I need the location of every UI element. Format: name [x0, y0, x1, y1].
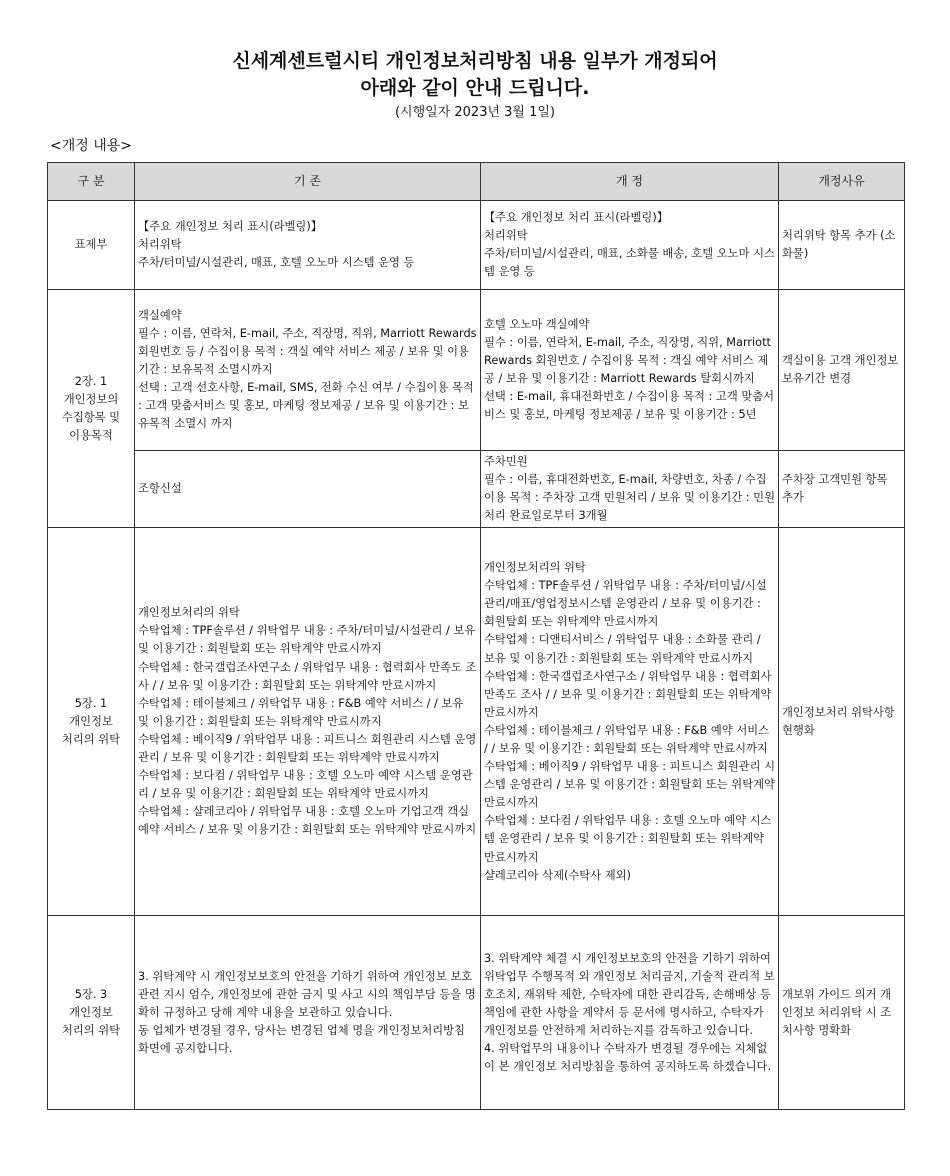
section-label: <개정 내용>: [50, 138, 133, 154]
row-category: 2장. 1 개인정보의 수집항목 및 이용목적: [48, 290, 135, 528]
notice-title: 신세계센트럴시티 개인정보처리방침 내용 일부가 개정되어: [232, 50, 718, 72]
row-before: 【주요 개인정보 처리 표시(라벨링)】 처리위탁 주차/터미널/시설관리, 매표, 호텔 오노마 시스템 운영 등: [135, 201, 481, 290]
revision-table: [47, 162, 905, 1110]
row-before: 개인정보처리의 위탁 수탁업체 : TPF솔루션 / 위탁업무 내용 : 주차/터미널/시설관리 / 보유 및 이용기간 : 회원탈회 또는 위탁계약 만료시까지 수탁업체 : 한국갤럽조사연구소 / 위탁업무 내용 : 협력회사 만족도 조사 / / 보유 및 이용기간 : 회원탈회 또는 위탁계약 만료시까지 수탁업체 : 테이블체크 / 위탁업무 내용 : F&B 예약 서비스 / / 보유 및 이용기간 : 회원탈회 또는 위탁계약 만료시까지 수탁업체 : 베이직9 / 위탁업무 내용 : 피트니스 회원관리 시스템 운영관리 / 보유 및 이용기간 : 회원탈회 또는 위탁계약 만료시까지 수탁업체 : 보다컴 / 위탁업무 내용 : 호텔 오노마 예약 시스템 운영관리 / 보유 및 이용기간 : 회원탈회 또는 위탁계약 만료시까지 수탁업체 : 샬레코리아 / 위탁업무 내용 : 호텔 오노마 기업고객 객실 예약 서비스 / 보유 및 이용기간 : 회원탈회 또는 위탁계약 만료시까지: [135, 528, 481, 916]
table-row: [48, 528, 905, 916]
row-reason: 주차장 고객민원 항목 추가: [779, 451, 905, 528]
header-reason: 개정사유: [779, 163, 905, 201]
row-reason: 개인정보처리 위탁사항 현행화: [779, 528, 905, 916]
row-reason: 객실이용 고객 개인정보 보유기간 변경: [779, 290, 905, 451]
header-before: 기 존: [135, 163, 481, 201]
table-row: [48, 451, 905, 528]
notice-title-line2: 아래와 같이 안내 드립니다.: [360, 77, 590, 99]
row-reason: 처리위탁 항목 추가 (소화물): [779, 201, 905, 290]
row-after: 호텔 오노마 객실예약 필수 : 이름, 연락처, E-mail, 주소, 직장명, 직위, Marriott Rewards 회원번호 / 수집이용 목적 : 객실 예약 서비스 제공 / 보유 및 이용기간 : Marriott Rewards 탈회시까지 선택 : E-mail, 휴대전화번호 / 수집이용 목적 : 고객 맞춤서비스 및 홍보, 마케팅 정보제공 / 보유 및 이용기간 : 5년: [481, 290, 779, 451]
table-row: [48, 290, 905, 451]
row-after: 주차민원 필수 : 이름, 휴대전화번호, E-mail, 차량번호, 차종 / 수집이용 목적 : 주차장 고객 민원처리 / 보유 및 이용기간 : 민원처리 완료일로부터 3개월: [481, 451, 779, 528]
row-before: 객실예약 필수 : 이름, 연락처, E-mail, 주소, 직장명, 직위, Marriott Rewards 회원번호 등 / 수집이용 목적 : 객실 예약 서비스 제공 / 보유 및 이용기간 : 보유목적 소멸시까지 선택 : 고객 선호사항, E-mail, SMS, 전화 수신 여부 / 수집이용 목적 : 고객 맞춤서비스 및 홍보, 마케팅 정보제공 / 보유 및 이용기간 : 보유목적 소멸시 까지: [135, 290, 481, 451]
row-before: 조항신설: [135, 451, 481, 528]
row-category: 표제부: [48, 201, 135, 290]
row-after: 개인정보처리의 위탁 수탁업체 : TPF솔루션 / 위탁업무 내용 : 주차/터미널/시설관리/매표/영업정보시스템 운영관리 / 보유 및 이용기간 : 회원탈회 또는 위탁계약 만료시까지 수탁업체 : 디앤티서비스 / 위탁업무 내용 : 소화물 관리 / 보유 및 이용기간 : 회원탈회 또는 위탁계약 만료시까지 수탁업체 : 한국갤럽조사연구소 / 위탁업무 내용 : 협력회사 만족도 조사 / / 보유 및 이용기간 : 회원탈회 또는 위탁계약 만료시까지 수탁업체 : 테이블체크 / 위탁업무 내용 : F&B 예약 서비스 / / 보유 및 이용기간 : 회원탈회 또는 위탁계약 만료시까지 수탁업체 : 베이직9 / 위탁업무 내용 : 피트니스 회원관리 시스템 운영관리 / 보유 및 이용기간 : 회원탈회 또는 위탁계약 만료시까지 수탁업체 : 보다컴 / 위탁업무 내용 : 호텔 오노마 예약 시스템 운영관리 / 보유 및 이용기간 : 회원탈회 또는 위탁계약 만료시까지 샬레코리아 삭제(수탁사 제외): [481, 528, 779, 916]
row-reason: 개보위 가이드 의거 개인정보 처리위탁 시 조치사항 명확화: [779, 916, 905, 1110]
table-header-row: [48, 163, 905, 201]
table-row: [48, 201, 905, 290]
header-category: 구 분: [48, 163, 135, 201]
row-after: 【주요 개인정보 처리 표시(라벨링)】 처리위탁 주차/터미널/시설관리, 매표, 소화물 배송, 호텔 오노마 시스템 운영 등: [481, 201, 779, 290]
row-after: 3. 위탁계약 체결 시 개인정보보호의 안전을 기하기 위하여 위탁업무 수행목적 외 개인정보 처리금지, 기술적 관리적 보호조치, 재위탁 제한, 수탁자에 대한 관리감독, 손해배상 등 책임에 관한 사항을 계약서 등 문서에 명시하고, 수탁자가 개인정보를 안전하게 처리하는지를 감독하고 있습니다. 4. 위탁업무의 내용이나 수탁자가 변경될 경우에는 지체없이 본 개인정보 처리방침을 통하여 공지하도록 하겠습니다.: [481, 916, 779, 1110]
effective-date: (시행일자 2023년 3월 1일): [394, 105, 556, 120]
row-category: 5장. 1 개인정보 처리의 위탁: [48, 528, 135, 916]
row-category: 5장. 3 개인정보 처리의 위탁: [48, 916, 135, 1110]
header-after: 개 정: [481, 163, 779, 201]
table-row: [48, 916, 905, 1110]
row-before: 3. 위탁계약 시 개인정보보호의 안전을 기하기 위하여 개인정보 보호 관련 지시 엄수, 개인정보에 관한 금지 및 사고 시의 책임부담 등을 명확히 규정하고 당해 계약 내용을 보관하고 있습니다. 동 업체가 변경될 경우, 당사는 변경된 업체 명을 개인정보처리방침 화면에 공지합니다.: [135, 916, 481, 1110]
